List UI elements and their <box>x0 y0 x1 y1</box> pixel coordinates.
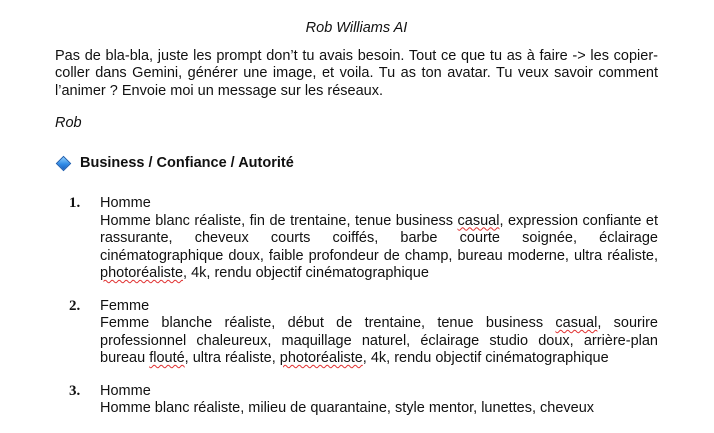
document-page <box>55 20 658 433</box>
list-item-prompt <box>100 213 658 283</box>
intro-paragraph: Pas de bla-bla, juste les prompt don’t tu avais besoin. Tout ce que tu as à faire -> les copier-coller dans Gemini, générer une image, et voila. Tu as ton avatar. Tu veux savoir comment l’animer ? Envoie moi un message sur les réseaux. <box>55 47 658 99</box>
misspelled-word[interactable]: flouté <box>149 350 185 366</box>
list-item <box>55 383 658 418</box>
list-item-number: 1. <box>69 195 81 211</box>
document-title: Rob Williams AI <box>305 20 408 36</box>
list-item-label: Homme <box>100 382 151 399</box>
list-item <box>55 195 658 283</box>
list-item-prompt <box>100 315 658 368</box>
prompt-list <box>55 195 658 418</box>
list-item-body <box>100 383 658 418</box>
prompt-text-segment: , ultra réaliste, <box>184 350 280 366</box>
list-item-body <box>100 298 658 368</box>
list-item-number: 2. <box>69 297 81 314</box>
prompt-text-segment: , sourire professionnel chaleureux, maquillage naturel, éclairage studio doux, arrière-plan bureau <box>100 315 658 366</box>
misspelled-word[interactable]: casual <box>457 212 500 229</box>
section-heading <box>55 155 658 173</box>
list-item-prompt <box>100 400 658 418</box>
list-item-label: Femme <box>100 297 150 314</box>
misspelled-word[interactable]: photoréaliste <box>100 265 184 281</box>
list-item-body <box>100 195 658 283</box>
list-item <box>55 298 658 368</box>
section-heading-text: Business / Confiance / Autorité <box>80 154 294 171</box>
prompt-text-segment: , 4k, rendu objectif cinématographique <box>183 265 429 281</box>
prompt-text-segment: , expression confiante et rassurante, cheveux courts coiffés, barbe courte soignée, éclairage cinématographique doux, faible profondeur de champ, bureau moderne, ultra réaliste, <box>100 212 658 264</box>
misspelled-word[interactable]: casual <box>555 315 598 331</box>
prompt-text-segment: Homme blanc réaliste, milieu de quarantaine, style mentor, lunettes, cheveux <box>100 400 595 416</box>
misspelled-word[interactable]: photoréaliste <box>279 350 363 366</box>
signature: Rob <box>55 115 82 131</box>
list-item-number: 3. <box>69 382 81 399</box>
list-item-label: Homme <box>100 195 151 211</box>
prompt-text-segment: , 4k, rendu objectif cinématographique <box>362 350 609 366</box>
prompt-text-segment: Homme blanc réaliste, fin de trentaine, tenue business <box>100 212 458 229</box>
prompt-text-segment: Femme blanche réaliste, début de trentaine, tenue business <box>100 315 556 331</box>
blue-diamond-icon <box>56 155 72 171</box>
